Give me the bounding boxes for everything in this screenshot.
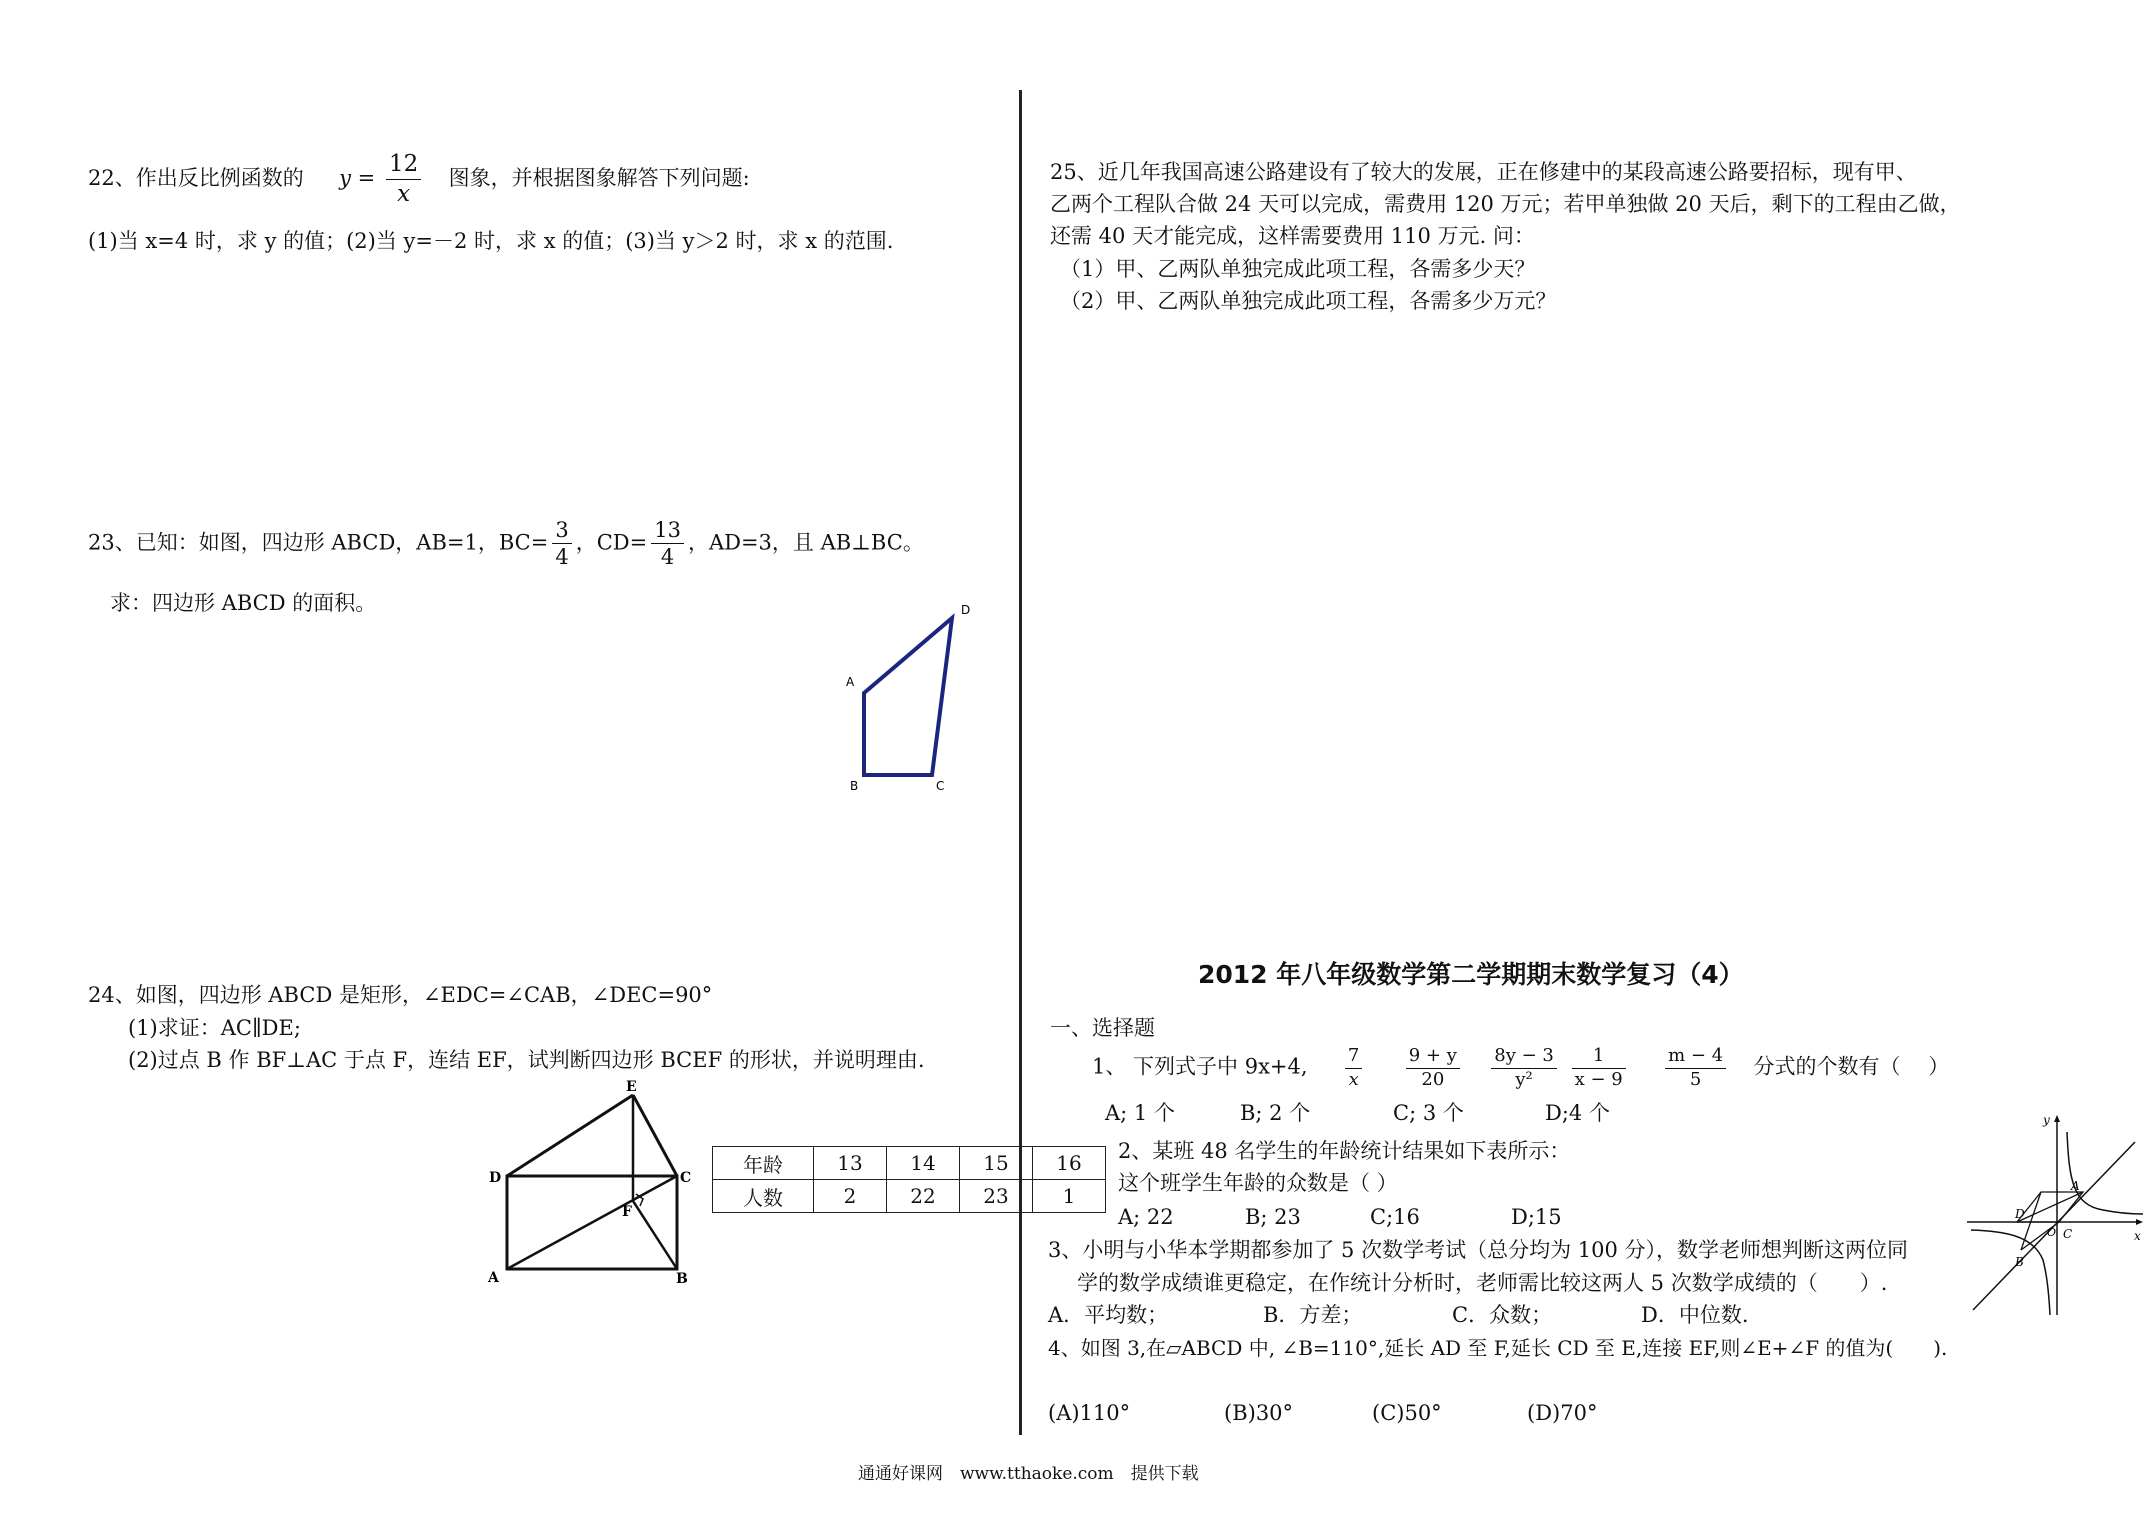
review-q2-option-b: B; 23 [1245,1205,1301,1229]
review-q1-option-a: A; 1 个 [1105,1101,1175,1125]
review-q2-option-c: C;16 [1370,1205,1420,1229]
q22-fraction: $\frac{12}{x}$ [386,150,421,209]
segment-de [507,1095,633,1176]
q25-line1: 25、近几年我国高速公路建设有了较大的发展，正在修建中的某段高速公路要招标，现有甲、 [1050,160,1917,184]
table-cell: 13 [814,1147,887,1180]
x-axis-arrow-icon [2136,1219,2143,1225]
table-cell: 14 [887,1147,960,1180]
label-o: O [2047,1226,2057,1239]
review-q3-line2: 学的数学成绩谁更稳定，在作统计分析时，老师需比较这两人 5 次数学成绩的（ ）. [1077,1271,1888,1295]
q23-stem: 23、已知：如图，四边形 ABCD，AB=1，BC= $\frac{3}{4}$ ，CD= $\frac{13}{4}$ ，AD=3，且 AB⊥BC。 [88,518,924,570]
review-q1: 1、 下列式子中 9x+4, $\frac{7}{x}$ $\frac{9 + y}{20}$ $\frac{8y - 3}{\text{y²}}$ $\frac{1}{x - 9}$ $\frac{m - 4}{5}$ 分式的个数有（ ） [1092,1045,1950,1090]
table-cell: 2 [814,1180,887,1213]
review-q3-option-c: C．众数； [1452,1303,1553,1327]
label-d: D [489,1170,502,1186]
q22-subquestions: (1)当 x=4 时，求 y 的值；(2)当 y=－2 时，求 x 的值；(3)当 y＞2 时，求 x 的范围. [88,229,894,253]
segment-bf [633,1201,677,1269]
q24-part2: (2)过点 B 作 BF⊥AC 于点 F，连结 EF，试判断四边形 BCEF 的形状，并说明理由. [128,1048,925,1072]
table-cell: 年龄 [713,1147,814,1180]
table-cell: 23 [960,1180,1033,1213]
segment-ab [2021,1192,2041,1250]
label-e: E [626,1080,637,1095]
label-c: C [2063,1227,2073,1241]
quadrilateral-abcd [864,618,952,775]
y-axis-arrow-icon [2054,1115,2060,1122]
footer-credit: 通通好课网 www.tthaoke.com 提供下载 [858,1464,1199,1484]
review-title: 2012 年八年级数学第二学期期末数学复习（4） [1198,960,1744,989]
label-d: D [2015,1207,2025,1221]
q24-stem: 24、如图，四边形 ABCD 是矩形，∠EDC=∠CAB，∠DEC=90° [88,983,713,1007]
review-q3-option-d: D．中位数. [1641,1303,1749,1327]
q25-sub2: （2）甲、乙两队单独完成此项工程，各需多少万元？ [1060,289,1557,313]
review-q4: 4、如图 3,在▱ABCD 中, ∠B=110°,延长 AD 至 F,延长 CD 至 E,连接 EF,则∠E+∠F 的值为( ). [1048,1336,1948,1360]
table-cell: 15 [960,1147,1033,1180]
review-q4-option-b: (B)30° [1224,1401,1294,1425]
q25-line2: 乙两个工程队合做 24 天可以完成，需费用 120 万元；若甲单独做 20 天后，剩下的工程由乙做， [1050,192,1961,216]
table-row [713,1147,1106,1180]
label-x: x [2134,1229,2141,1243]
label-b: B [676,1271,688,1287]
label-d: D [961,603,971,617]
table-cell: 22 [887,1180,960,1213]
review-q3-option-b: B．方差； [1263,1303,1363,1327]
q24-part1: (1)求证：AC∥DE; [128,1016,301,1040]
label-f: F [622,1204,632,1220]
review-q1-option-d: D;4 个 [1545,1101,1610,1125]
review-q4-option-c: (C)50° [1372,1401,1442,1425]
diagonal-ac [507,1176,677,1269]
coordinate-graph-figure [1963,1110,2148,1320]
label-a: A [488,1270,499,1286]
label-c: C [936,779,945,793]
q25-sub1: （1）甲、乙两队单独完成此项工程，各需多少天？ [1060,257,1536,281]
page-divider [1019,90,1022,1435]
segment-ec [633,1095,677,1176]
label-b: B [850,779,859,793]
age-table [712,1146,1106,1213]
q25-line3: 还需 40 天才能完成，这样需要费用 110 万元. 问： [1050,224,1535,248]
review-q2-line1: 2、某班 48 名学生的年龄统计结果如下表所示： [1118,1139,1571,1163]
label-y: y [2043,1113,2050,1127]
label-c: C [680,1170,692,1186]
label-b: B [2015,1255,2024,1269]
review-q3-option-a: A．平均数； [1048,1303,1169,1327]
q23-ask: 求：四边形 ABCD 的面积。 [110,591,377,615]
review-q1-option-c: C; 3 个 [1393,1101,1464,1125]
label-a: A [2071,1179,2080,1193]
section-heading: 一、选择题 [1050,1016,1155,1040]
q22-stem: 22、作出反比例函数的 y = $\frac{12}{x}$ 图象，并根据图象解答下列问题: [88,151,750,207]
q24-rectangle-figure [480,1080,700,1295]
label-a: A [846,675,855,689]
review-q4-option-d: (D)70° [1527,1401,1598,1425]
review-q2-option-d: D;15 [1511,1205,1562,1229]
table-cell: 人数 [713,1180,814,1213]
table-cell: 16 [1033,1147,1106,1180]
table-cell: 1 [1033,1180,1106,1213]
table-row [713,1180,1106,1213]
review-q2-line2: 这个班学生年龄的众数是（ ） [1118,1171,1398,1195]
review-q2-option-a: A; 22 [1118,1205,1174,1229]
review-q1-option-b: B; 2 个 [1240,1101,1311,1125]
review-q3-line1: 3、小明与小华本学期都参加了 5 次数学考试（总分均为 100 分），数学老师想判断这两位同 [1048,1238,1909,1262]
review-q4-option-a: (A)110° [1048,1401,1131,1425]
q23-quadrilateral-figure [830,590,1000,800]
